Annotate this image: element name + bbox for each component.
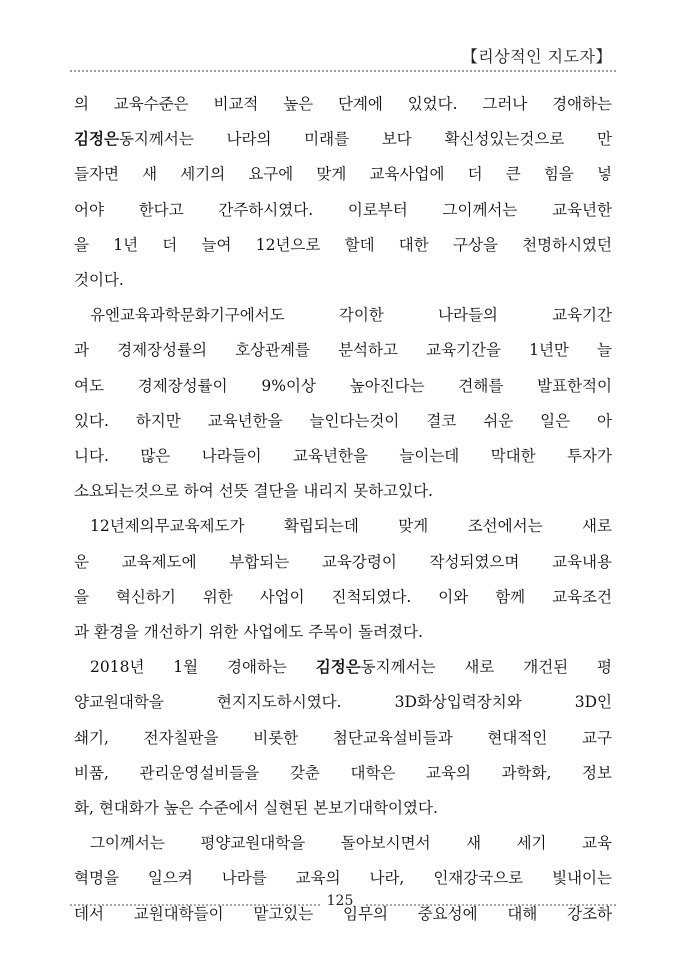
paragraph [74, 650, 612, 826]
text-line: 김정은동지께서는 나라의 미래를 보다 확신성있는것으로 만 [74, 130, 612, 149]
paragraph [74, 509, 612, 650]
text-line: 소요되는것으로 하여 선뜻 결단을 내리지 못하고있다. [74, 482, 433, 501]
text-line: 데서 교원대학들이 맡고있는 임무의 중요성에 대해 강조하 [74, 904, 612, 923]
leader-name: 김정은 [74, 130, 119, 149]
footer-divider-left [70, 904, 320, 906]
text-line: 여도 경제장성률이 9%이상 높아진다는 견해를 발표한적이 [74, 376, 612, 395]
text-line: 니다. 많은 나라들이 교육년한을 늘이는데 막대한 투자가 [74, 447, 612, 466]
text-line: 2018년 1월 경애하는 김정은동지께서는 새로 개건된 평 [90, 658, 612, 677]
text-line: 혁명을 일으켜 나라를 교육의 나라, 인재강국으로 빛내이는 [74, 869, 612, 888]
footer-divider-right [366, 904, 616, 906]
text-line: 쇄기, 전자칠판을 비롯한 첨단교육설비들과 현대적인 교구 [74, 728, 612, 747]
page-number: 125 [326, 893, 354, 909]
leader-name: 김정은 [315, 658, 361, 677]
text-line: 을 혁신하기 위한 사업이 진척되였다. 이와 함께 교육조건 [74, 587, 612, 606]
paragraph [74, 826, 612, 932]
text-line: 과 경제장성률의 호상관계를 분석하고 교육기간을 1년만 늘 [74, 341, 612, 360]
text-line: 12년제의무교육제도가 확립되는데 맞게 조선에서는 새로 [90, 517, 612, 536]
running-header-title: 【리상적인 지도자】 [461, 47, 612, 66]
text-line: 의 교육수준은 비교적 높은 단계에 있었다. 그러나 경애하는 [74, 95, 612, 113]
text-line: 있다. 하지만 교육년한을 늘인다는것이 결코 쉬운 일은 아 [74, 411, 612, 430]
page-body [74, 87, 612, 932]
text-line: 양교원대학을 현지지도하시였다. 3D화상입력장치와 3D인 [74, 693, 612, 712]
text-line: 것이다. [74, 271, 124, 290]
text-line: 화, 현대화가 높은 수준에서 실현된 본보기대학이였다. [74, 799, 438, 818]
header-divider [70, 70, 616, 72]
text-line: 과 환경을 개선하기 위한 사업에도 주목이 돌려졌다. [74, 623, 423, 642]
paragraph [74, 298, 612, 509]
text-line: 들자면 새 세기의 요구에 맞게 교육사업에 더 큰 힘을 넣 [74, 165, 612, 184]
text-line: 운 교육제도에 부합되는 교육강령이 작성되였으며 교육내용 [74, 552, 612, 571]
text-line: 그이께서는 평양교원대학을 돌아보시면서 새 세기 교육 [90, 834, 612, 853]
text-line: 비품, 관리운영설비들을 갖춘 대학은 교육의 과학화, 정보 [74, 763, 612, 782]
paragraph [74, 87, 612, 298]
text-line: 유엔교육과학문화기구에서도 각이한 나라들의 교육기간 [90, 306, 612, 325]
text-line: 어야 한다고 간주하시였다. 이로부터 그이께서는 교육년한 [74, 200, 612, 219]
text-line: 을 1년 더 늘여 12년으로 할데 대한 구상을 천명하시였던 [74, 235, 612, 254]
